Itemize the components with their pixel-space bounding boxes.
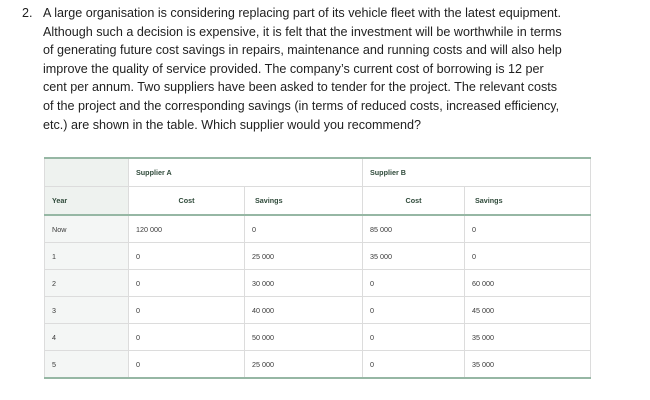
supplier-b-savings-cell: 35 000 [465, 324, 591, 351]
table-row [45, 324, 591, 351]
supplier-b-cost-cell: 0 [363, 324, 465, 351]
question-line: improve the quality of service provided. The company’s current cost of borrowing is 12 per [43, 61, 544, 76]
supplier-b-cost-cell: 0 [363, 297, 465, 324]
table-row [45, 351, 591, 379]
table-row [45, 270, 591, 297]
question-text [43, 4, 622, 134]
supplier-b-heading: Supplier B [363, 158, 591, 187]
year-cell: 4 [45, 324, 129, 351]
question-line: of the project and the corresponding savings (in terms of reduced costs, increased efficiency, [43, 98, 560, 113]
question-line: of generating future cost savings in repairs, maintenance and running costs and will also help [43, 43, 562, 58]
supplier-a-cost-cell: 0 [129, 351, 245, 379]
supplier-b-savings-cell: 60 000 [465, 270, 591, 297]
year-cell: Now [45, 215, 129, 243]
supplier-a-savings-cell: 30 000 [245, 270, 363, 297]
supplier-a-cost-cell: 0 [129, 243, 245, 270]
table-row [45, 297, 591, 324]
supplier-b-savings-cell: 45 000 [465, 297, 591, 324]
supplier-b-savings-cell: 0 [465, 243, 591, 270]
supplier-b-savings-cell: 0 [465, 215, 591, 243]
supplier-a-heading: Supplier A [129, 158, 363, 187]
supplier-a-cost-header: Cost [129, 187, 245, 216]
supplier-a-cost-cell: 0 [129, 324, 245, 351]
question-line: cent per annum. Two suppliers have been asked to tender for the project. The relevant costs [43, 80, 558, 95]
year-cell: 3 [45, 297, 129, 324]
supplier-header-row [45, 158, 591, 187]
year-column-header: Year [45, 187, 129, 216]
year-cell: 5 [45, 351, 129, 379]
question-line: A large organisation is considering replacing part of its vehicle fleet with the latest equipment. [43, 6, 562, 20]
supplier-a-cost-cell: 120 000 [129, 215, 245, 243]
question-block [22, 4, 622, 134]
supplier-a-cost-cell: 0 [129, 270, 245, 297]
supplier-a-savings-cell: 50 000 [245, 324, 363, 351]
supplier-b-cost-header: Cost [363, 187, 465, 216]
year-cell: 2 [45, 270, 129, 297]
question-number: 2. [22, 6, 33, 20]
supplier-b-cost-cell: 85 000 [363, 215, 465, 243]
column-header-row [45, 187, 591, 216]
supplier-a-savings-cell: 25 000 [245, 351, 363, 379]
question-line: etc.) are shown in the table. Which supplier would you recommend? [43, 117, 422, 132]
year-group-cell [45, 158, 129, 187]
supplier-a-cost-cell: 0 [129, 297, 245, 324]
supplier-b-cost-cell: 35 000 [363, 243, 465, 270]
table-row [45, 215, 591, 243]
supplier-b-cost-cell: 0 [363, 270, 465, 297]
table-row [45, 243, 591, 270]
year-cell: 1 [45, 243, 129, 270]
supplier-a-savings-cell: 40 000 [245, 297, 363, 324]
supplier-comparison-table [44, 157, 591, 379]
supplier-b-cost-cell: 0 [363, 351, 465, 379]
supplier-a-savings-cell: 25 000 [245, 243, 363, 270]
supplier-b-savings-header: Savings [465, 187, 591, 216]
supplier-b-savings-cell: 35 000 [465, 351, 591, 379]
question-line: Although such a decision is expensive, it is felt that the investment will be worthwhile in terms [43, 24, 562, 39]
supplier-a-savings-cell: 0 [245, 215, 363, 243]
supplier-a-savings-header: Savings [245, 187, 363, 216]
